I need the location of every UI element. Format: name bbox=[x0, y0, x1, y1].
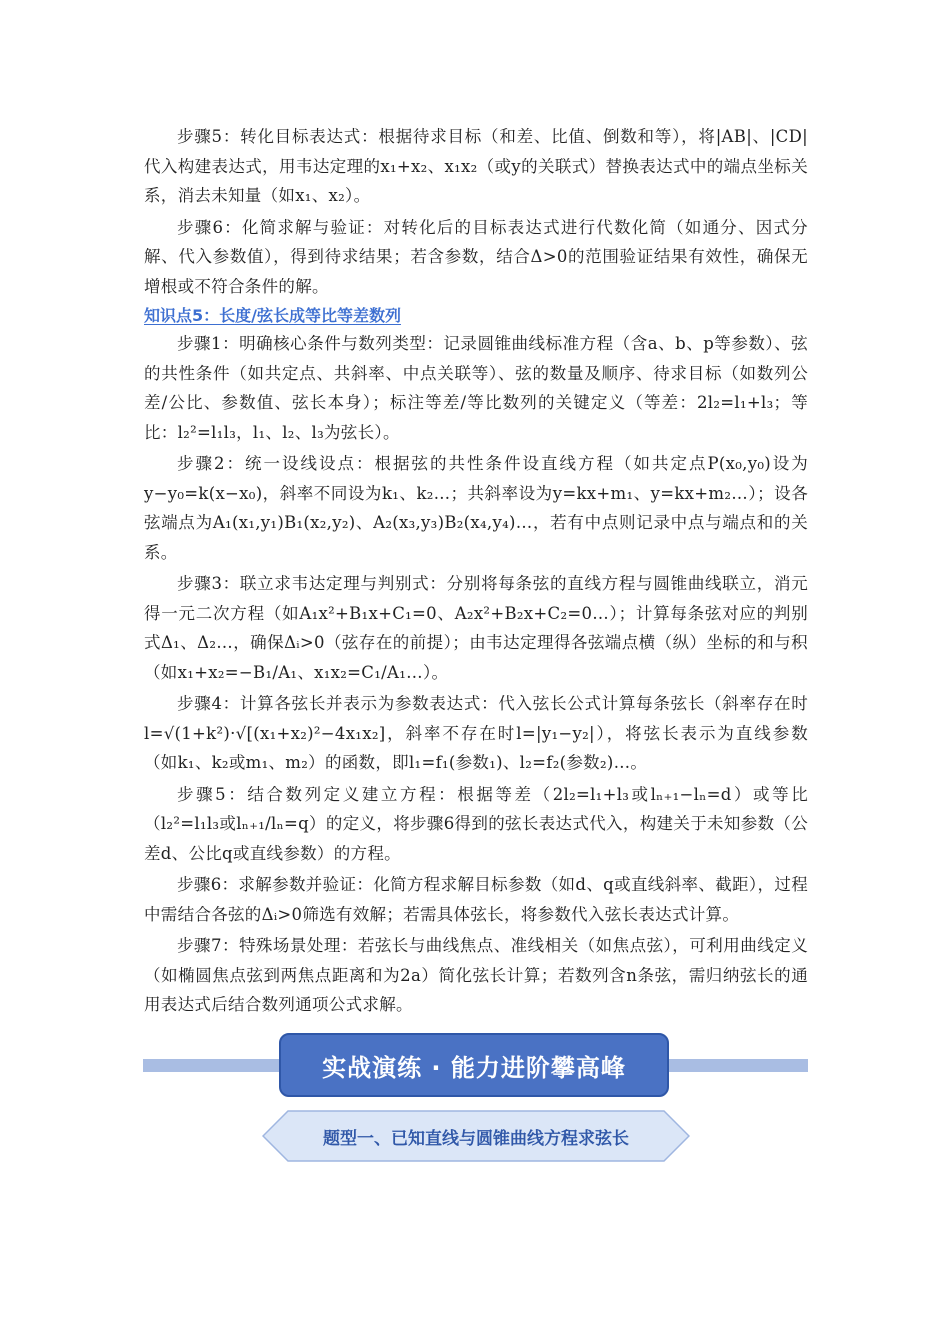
paragraph-step6: 步骤6：求解参数并验证：化简方程求解目标参数（如d、q或直线斜率、截距），过程中需结合各弦的Δᵢ>0筛选有效解；若需具体弦长，将参数代入弦长表达式计算。 bbox=[144, 875, 808, 924]
paragraph-step1: 步骤1：明确核心条件与数列类型：记录圆锥曲线标准方程（含a、b、p等参数）、弦的共性条件（如共定点、共斜率、中点关联等）、弦的数量及顺序、待求目标（如数列公差/公比、参数值、弦长本身）；标注等差/等比数列的关键定义（等差：2l₂=l₁+l₃；等比：l₂²=l₁l₃，l₁、l₂、l₃为弦长）。 bbox=[144, 334, 808, 442]
document-body bbox=[144, 122, 808, 1022]
paragraph-step5: 步骤5：结合数列定义建立方程：根据等差（2l₂=l₁+l₃或lₙ₊₁−lₙ=d）或等比（l₂²=l₁l₃或lₙ₊₁/lₙ=q）的定义，将步骤6得到的弦长表达式代入，构建关于未知参数（公差d、公比q或直线参数）的方程。 bbox=[144, 784, 808, 863]
question-type-label: 题型一、已知直线与圆锥曲线方程求弦长 bbox=[323, 1128, 629, 1149]
paragraph-step4: 步骤4：计算各弦长并表示为参数表达式：代入弦长公式计算每条弦长（斜率存在时l=√(1+k²)·√[(x₁+x₂)²−4x₁x₂]，斜率不存在时l=|y₁−y₂|），将弦长表示为直线参数（如k₁、k₂或m₁、m₂）的函数，即l₁=f₁(参数₁)、l₂=f₂(参数₂)…。 bbox=[144, 694, 808, 772]
paragraph-step2: 步骤2：统一设线设点：根据弦的共性条件设直线方程（如共定点P(x₀,y₀)设为y−y₀=k(x−x₀)，斜率不同设为k₁、k₂…；共斜率设为y=kx+m₁、y=kx+m₂…）；设各弦端点为A₁(x₁,y₁)B₁(x₂,y₂)、A₂(x₃,y₃)B₂(x₄,y₄)…，若有中点则记录中点与端点和的关系。 bbox=[144, 454, 808, 562]
paragraph-step6-simplify: 步骤6：化简求解与验证：对转化后的目标表达式进行代数化简（如通分、因式分解、代入参数值），得到待求结果；若含参数，结合Δ>0的范围验证结果有效性，确保无增根或不符合条件的解。 bbox=[144, 217, 808, 296]
banner-title: 实战演练 · 能力进阶攀高峰 bbox=[279, 1033, 669, 1097]
section-heading: 知识点5：长度/弦长成等比等差数列 bbox=[144, 306, 401, 325]
paragraph-step3: 步骤3：联立求韦达定理与判别式：分别将每条弦的直线方程与圆锥曲线联立，消元得一元二次方程（如A₁x²+B₁x+C₁=0、A₂x²+B₂x+C₂=0…）；计算每条弦对应的判别式Δ₁、Δ₂…，确保Δᵢ>0（弦存在的前提）；由韦达定理得各弦端点横（纵）坐标的和与积（如x₁+x₂=−B₁/A₁、x₁x₂=C₁/A₁…）。 bbox=[144, 574, 808, 682]
question-type-tag bbox=[262, 1110, 690, 1162]
practice-banner bbox=[143, 1033, 808, 1099]
paragraph-step7: 步骤7：特殊场景处理：若弦长与曲线焦点、准线相关（如焦点弦），可利用曲线定义（如椭圆焦点弦到两焦点距离和为2a）简化弦长计算；若数列含n条弦，需归纳弦长的通用表达式后结合数列通项公式求解。 bbox=[144, 936, 808, 1014]
paragraph-step5-transform: 步骤5：转化目标表达式：根据待求目标（和差、比值、倒数和等），将|AB|、|CD|代入构建表达式，用韦达定理的x₁+x₂、x₁x₂（或y的关联式）替换表达式中的端点坐标关系，消去未知量（如x₁、x₂）。 bbox=[144, 127, 808, 205]
